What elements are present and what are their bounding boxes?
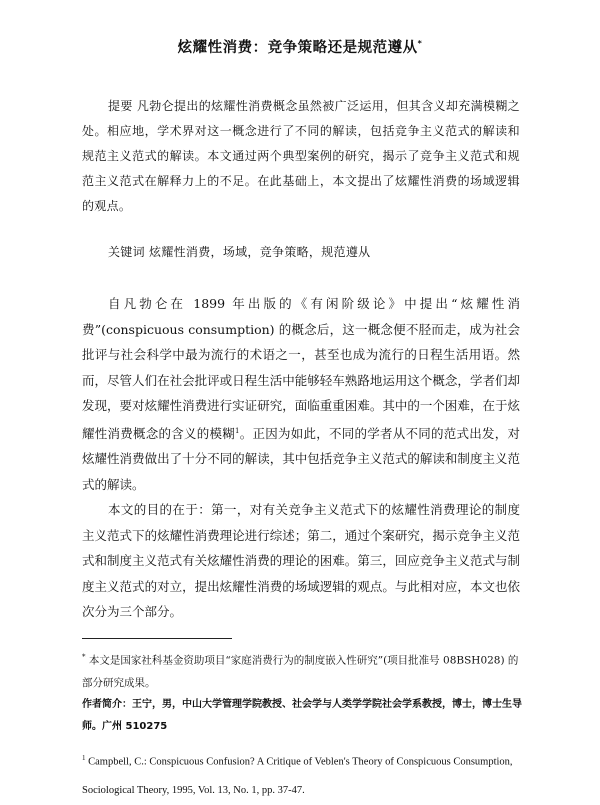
footnotes <box>82 646 522 805</box>
body-footnote-mark: 1 <box>235 427 239 435</box>
paper-title-text: 炫耀性消费：竞争策略还是规范遵从 <box>178 40 418 56</box>
footnote-author: 作者简介：王宁，男，中山大学管理学院教授、社会学与人类学学院社会学系教授，博士，博士生导师。广州 510275 <box>82 694 522 738</box>
abstract-label: 提要 <box>108 99 133 113</box>
footnote-fund-text: 本文是国家社科基金资助项目“家庭消费行为的制度嵌入性研究”(项目批准号 08BSH028) 的部分研究成果。 <box>82 655 518 689</box>
body-text <box>82 291 520 625</box>
footnote-fund <box>82 646 522 694</box>
body-paragraph-1-text: 自凡勃仑在 1899 年出版的《有闲阶级论》中提出“炫耀性消费”(conspicuous consumption) 的概念后，这一概念便不胫而走，成为社会批评与社会科学中最为流行的术语之一，甚至也成为流行的日程生活用语。然而，尽管人们在社会批评或日程生活中能够轻车熟路地运用这个概念，学者们却发现，要对炫耀性消费进行实证研究，面临重重困难。其中的一个困难，在于炫耀性消费概念的含义的模糊 <box>82 296 520 441</box>
paper-title <box>0 36 600 57</box>
body-paragraph-1 <box>82 291 520 497</box>
keywords <box>108 243 528 261</box>
abstract <box>82 94 520 219</box>
title-footnote-mark: * <box>418 39 423 48</box>
footnote-reference-mark: 1 <box>82 754 86 762</box>
keywords-label: 关键词 <box>108 245 145 259</box>
footnote-reference-text: Campbell, C.: Conspicuous Confusion? A Critique of Veblen's Theory of Conspicuous Consumption, Sociological Theory, 1995, Vol. 13, No. 1, pp. 37-47. <box>82 756 513 796</box>
abstract-text: 凡勃仑提出的炫耀性消费概念虽然被广泛运用，但其含义却充满模糊之处。相应地，学术界对这一概念进行了不同的解读，包括竞争主义范式的解读和规范主义范式的解读。本文通过两个典型案例的研究，揭示了竞争主义范式和规范主义范式在解释力上的不足。在此基础上，本文提出了炫耀性消费的场域逻辑的观点。 <box>82 99 520 213</box>
footnote-fund-mark: * <box>82 653 86 661</box>
body-paragraph-1-tail: 。正因为如此，不同的学者从不同的范式出发，对炫耀性消费做出了十分不同的解读，其中包括竞争主义范式的解读和制度主义范式的解读。 <box>82 426 520 492</box>
keywords-text: 炫耀性消费，场域，竞争策略，规范遵从 <box>149 245 370 259</box>
body-paragraph-2: 本文的目的在于：第一，对有关竞争主义范式下的炫耀性消费理论的制度主义范式下的炫耀性消费理论进行综述；第二，通过个案研究，揭示竞争主义范式和制度主义范式有关炫耀性消费的理论的困难。第三，回应竞争主义范式与制度主义范式的对立，提出炫耀性消费的场域逻辑的观点。与此相对应，本文也依次分为三个部分。 <box>82 497 520 625</box>
footnote-divider <box>82 638 232 639</box>
